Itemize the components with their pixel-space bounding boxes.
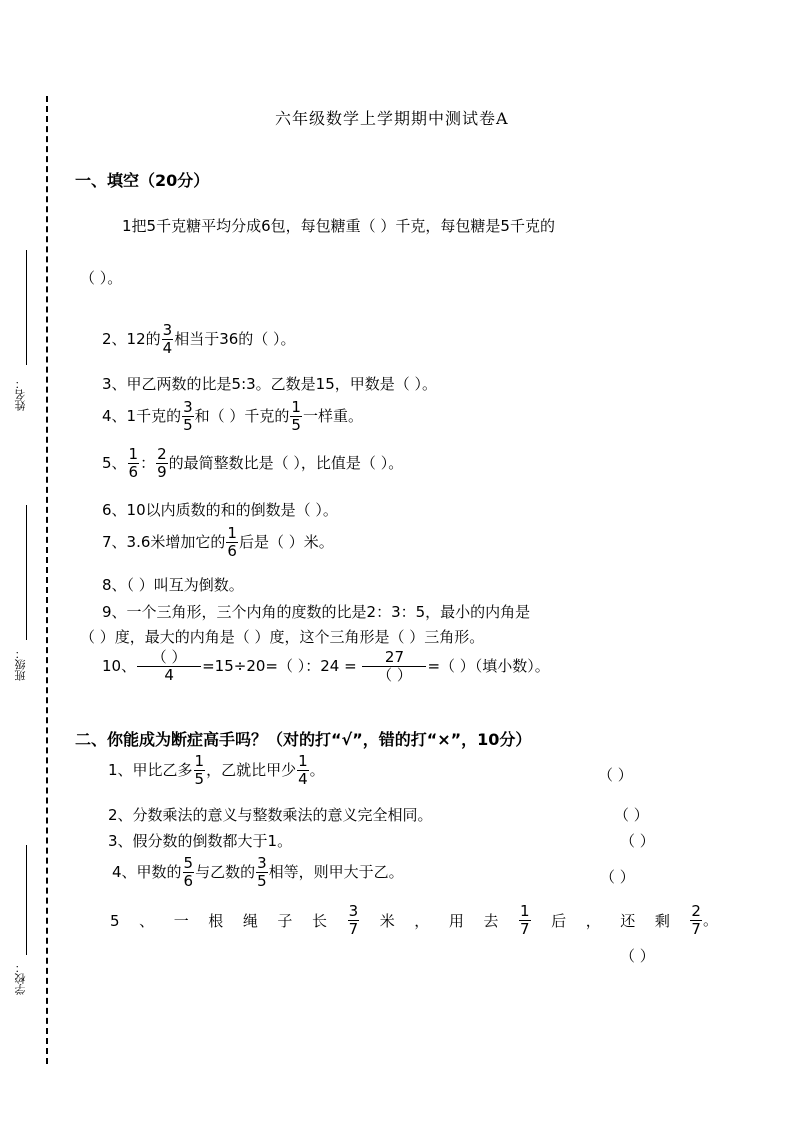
- class-label: 班级：: [14, 648, 27, 681]
- fraction: $\frac{1}{4}$: [298, 752, 308, 788]
- fraction: $\frac{1}{6}$: [128, 445, 139, 481]
- question-1-9-line2: （ ）度，最大的内角是（ ）度，这个三角形是（ ）三角形。: [80, 628, 485, 646]
- fraction: $\frac{3}{7}$: [348, 902, 359, 938]
- answer-paren-2-2[interactable]: （ ）: [614, 806, 649, 824]
- q2-suffix: 相当于36的（ ）。: [174, 330, 296, 348]
- school-line: [26, 845, 27, 955]
- question-2-4: 4、甲数的 $\frac{5}{6}$ 与乙数的 $\frac{3}{5}$ 相等，则甲大于乙。: [112, 854, 404, 890]
- question-1-2: [102, 323, 296, 356]
- question-1-4: 4、1千克的 $\frac{3}{5}$ 和（ ）千克的 $\frac{1}{5}$ 一样重。: [102, 398, 363, 434]
- fraction: $\frac{2}{9}$: [157, 445, 167, 481]
- question-2-1: 1、甲比乙多 $\frac{1}{5}$ ，乙就比甲少 $\frac{1}{4}$ 。: [108, 752, 325, 788]
- section-2-heading: 二、你能成为断症高手吗？（对的打“√”，错的打“×”，10分）: [75, 730, 532, 749]
- fraction: $\frac{3}{4}$: [162, 321, 173, 357]
- binding-dashed-line: [46, 96, 48, 1064]
- question-1-1-line1: 1把5千克糖平均分成6包，每包糖重（ ）千克，每包糖是5千克的: [122, 217, 555, 235]
- question-1-5: 5、 $\frac{1}{6}$ ： $\frac{2}{9}$ 的最简整数比是（ ），比值是（ ）。: [102, 445, 404, 481]
- answer-paren-2-1[interactable]: （ ）: [598, 766, 633, 784]
- fraction: $\frac{( )}{4}$: [137, 650, 201, 683]
- question-1-1-line2: （ ）。: [80, 269, 123, 287]
- fraction: $\frac{1}{6}$: [227, 524, 237, 560]
- question-2-2: 2、分数乘法的意义与整数乘法的意义完全相同。: [108, 806, 433, 824]
- class-line: [26, 505, 27, 640]
- name-label: 姓名：: [14, 378, 27, 411]
- page-title: 六年级数学上学期期中测试卷A: [275, 109, 509, 128]
- q2-prefix: 2、12的: [102, 330, 161, 348]
- question-1-7: 7、3.6米增加它的 $\frac{1}{6}$ 后是（ ）米。: [102, 524, 334, 560]
- fraction: $\frac{3}{5}$: [257, 854, 267, 890]
- question-1-10: 10、 $\frac{( )}{4}$ =15÷20=（ ）：24 = $\frac{27}{( )}$ =（ ）（填小数）。: [102, 648, 550, 684]
- answer-paren-2-5[interactable]: （ ）: [620, 947, 655, 965]
- fraction: $\frac{1}{5}$: [194, 752, 205, 788]
- fraction: $\frac{3}{5}$: [183, 398, 193, 434]
- question-1-3: 3、甲乙两数的比是5:3。乙数是15，甲数是（ ）。: [102, 375, 438, 393]
- question-2-5: 5 、 一 根 绳 子 长 $\frac{3}{7}$ 米 ， 用 去 $\frac{1}{7}$ 后 ， 还 剩 $\frac{2}{7}$ 。: [110, 902, 718, 938]
- fraction: $\frac{27}{( )}$: [362, 650, 426, 683]
- school-label: 学校：: [14, 962, 27, 995]
- question-1-9-line1: 9、一个三角形，三个内角的度数的比是2：3：5，最小的内角是: [102, 603, 531, 621]
- question-1-6: 6、10以内质数的和的倒数是（ ）。: [102, 501, 338, 519]
- question-1-8: 8、（ ）叫互为倒数。: [102, 576, 244, 594]
- answer-paren-2-3[interactable]: （ ）: [620, 832, 655, 850]
- fraction: $\frac{5}{6}$: [183, 854, 194, 890]
- answer-paren-2-4[interactable]: （ ）: [600, 868, 635, 886]
- name-line: [26, 250, 27, 365]
- question-2-3: 3、假分数的倒数都大于1。: [108, 832, 293, 850]
- fraction: $\frac{1}{7}$: [520, 902, 530, 938]
- fraction: $\frac{2}{7}$: [691, 902, 701, 938]
- section-1-heading: 一、填空（20分）: [75, 171, 210, 190]
- fraction: $\frac{1}{5}$: [291, 398, 301, 434]
